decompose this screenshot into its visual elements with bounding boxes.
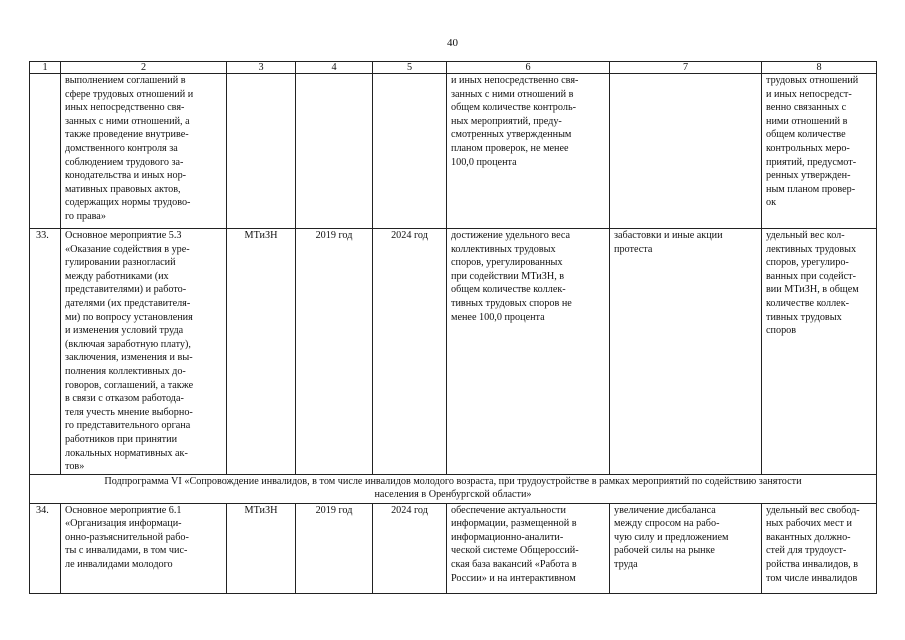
text-line: ройства инвалидов, в bbox=[766, 559, 859, 571]
indicator-link bbox=[762, 74, 877, 229]
text-line: ванных при содейст- bbox=[766, 270, 856, 282]
expected-result bbox=[447, 503, 610, 593]
text-line: и иных непосредст- bbox=[766, 88, 852, 100]
table-row-continuation bbox=[30, 74, 877, 229]
text-line: России» и на интерактивном bbox=[451, 572, 576, 584]
text-line: ных мероприятий, преду- bbox=[451, 115, 562, 127]
text-line: планом проверок, не менее bbox=[451, 142, 569, 154]
text-line: том числе инвалидов bbox=[766, 572, 858, 584]
text-line: мативных правовых актов, bbox=[65, 183, 181, 195]
text-line: обеспечение актуальности bbox=[451, 504, 566, 516]
text-line: полнения коллективных до- bbox=[65, 365, 186, 377]
start-year: 2019 год bbox=[296, 229, 373, 475]
header-cell: 5 bbox=[373, 62, 447, 74]
text-line: ок bbox=[766, 197, 777, 209]
text-line: ным планом провер- bbox=[766, 183, 856, 195]
text-line: вакантных должно- bbox=[766, 531, 851, 543]
text-line: дателями (их представителя- bbox=[65, 297, 191, 309]
end-year: 2024 год bbox=[373, 229, 447, 475]
text-line: онно-разъяснительной рабо- bbox=[65, 531, 189, 543]
text-line: менее 100,0 процента bbox=[451, 311, 545, 323]
text-line: ми) по вопросу установления bbox=[65, 311, 193, 323]
text-line: споров, урегулиро- bbox=[766, 257, 849, 269]
text-line: Подпрограмма VI «Сопровождение инвалидов, в том числе инвалидов молодого возраста, при трудоустройстве в рамках мероприятий по содействию занятости bbox=[104, 475, 802, 487]
text-line: количестве коллек- bbox=[766, 297, 850, 309]
page-number: 40 bbox=[447, 37, 458, 49]
subprogram-row bbox=[30, 474, 877, 503]
text-line: работников при принятии bbox=[65, 433, 178, 445]
end-year bbox=[373, 74, 447, 229]
text-line: иных непосредственно свя- bbox=[65, 102, 185, 114]
text-line: тивных трудовых споров не bbox=[451, 297, 572, 309]
header-cell: 1 bbox=[30, 62, 61, 74]
text-line: ческой системе Общероссий- bbox=[451, 545, 579, 557]
text-line: ле инвалидами молодого bbox=[65, 559, 173, 571]
start-year: 2019 год bbox=[296, 503, 373, 593]
text-line: в связи с отказом работода- bbox=[65, 393, 184, 405]
text-line: споров bbox=[766, 325, 797, 337]
text-line: локальных нормативных ак- bbox=[65, 447, 188, 459]
text-line: чую силу и предложением bbox=[614, 531, 729, 543]
text-line: стей для трудоуст- bbox=[766, 545, 847, 557]
text-line: соблюдением трудового за- bbox=[65, 156, 184, 168]
text-line: труда bbox=[614, 559, 638, 571]
text-line: и иных непосредственно свя- bbox=[451, 75, 579, 86]
text-line: тов» bbox=[65, 461, 85, 473]
table-row-34 bbox=[30, 503, 877, 593]
indicator-link bbox=[762, 503, 877, 593]
row-number: 34. bbox=[30, 503, 61, 593]
text-line: ская база вакансий «Работа в bbox=[451, 559, 577, 571]
text-line: увеличение дисбаланса bbox=[614, 504, 716, 516]
text-line: венно связанных с bbox=[766, 102, 847, 114]
text-line: го права» bbox=[65, 210, 106, 222]
text-line: удельный вес свобод- bbox=[766, 504, 860, 516]
executor: МТиЗН bbox=[227, 229, 296, 475]
text-line: говоров, соглашений, а также bbox=[65, 379, 194, 391]
text-line: занных с ними отношений в bbox=[451, 88, 574, 100]
start-year bbox=[296, 74, 373, 229]
text-line: конодательства и иных нор- bbox=[65, 170, 187, 182]
expected-result bbox=[447, 229, 610, 475]
header-cell: 2 bbox=[61, 62, 227, 74]
text-line: ных рабочих мест и bbox=[766, 518, 852, 530]
text-line: между спросом на рабо- bbox=[614, 518, 720, 530]
header-cell: 7 bbox=[610, 62, 762, 74]
text-line: «Организация информаци- bbox=[65, 518, 182, 530]
text-line: протеста bbox=[614, 243, 653, 255]
row-number bbox=[30, 74, 61, 229]
text-line: Основное мероприятие 6.1 bbox=[65, 504, 182, 516]
indicator-link bbox=[762, 229, 877, 475]
activity-text bbox=[61, 229, 227, 475]
text-line: домственного контроля за bbox=[65, 142, 178, 154]
risks bbox=[610, 229, 762, 475]
header-row bbox=[30, 62, 877, 74]
text-line: приятий, предусмот- bbox=[766, 156, 857, 168]
text-line: тивных трудовых bbox=[766, 311, 842, 323]
text-line: споров, урегулированных bbox=[451, 257, 563, 269]
text-line: забастовки и иные акции bbox=[614, 230, 723, 241]
end-year: 2024 год bbox=[373, 503, 447, 593]
text-line: содержащих нормы трудово- bbox=[65, 197, 191, 209]
risks bbox=[610, 74, 762, 229]
risks bbox=[610, 503, 762, 593]
text-line: выполнением соглашений в bbox=[65, 75, 186, 86]
text-line: гулировании разногласий bbox=[65, 257, 176, 269]
text-line: ренных утвержден- bbox=[766, 170, 851, 182]
text-line: общем количестве bbox=[766, 129, 846, 141]
text-line: смотренных утвержденным bbox=[451, 129, 572, 141]
text-line: представителями) и работо- bbox=[65, 284, 187, 296]
text-line: информации, размещенной в bbox=[451, 518, 577, 530]
row-number: 33. bbox=[30, 229, 61, 475]
activity-text bbox=[61, 74, 227, 229]
text-line: «Оказание содействия в уре- bbox=[65, 243, 190, 255]
text-line: Основное мероприятие 5.3 bbox=[65, 230, 182, 241]
header-cell: 3 bbox=[227, 62, 296, 74]
text-line: информационно-аналити- bbox=[451, 531, 564, 543]
header-cell: 8 bbox=[762, 62, 877, 74]
text-line: занных с ними отношений, а bbox=[65, 115, 190, 127]
text-line: также проведение внутриве- bbox=[65, 129, 189, 141]
text-line: достижение удельного веса bbox=[451, 230, 571, 241]
text-line: теля учесть мнение выборно- bbox=[65, 406, 193, 418]
header-cell: 4 bbox=[296, 62, 373, 74]
text-line: го представительного органа bbox=[65, 420, 191, 432]
table-row-33 bbox=[30, 229, 877, 475]
text-line: сфере трудовых отношений и bbox=[65, 88, 194, 100]
text-line: 100,0 процента bbox=[451, 156, 517, 168]
text-line: и изменения условий труда bbox=[65, 325, 184, 337]
text-line: общем количестве коллек- bbox=[451, 284, 566, 296]
text-line: при содействии МТиЗН, в bbox=[451, 270, 565, 282]
text-line: коллективных трудовых bbox=[451, 243, 556, 255]
text-line: между работниками (их bbox=[65, 270, 169, 282]
text-line: (включая заработную плату), bbox=[65, 338, 191, 350]
text-line: вии МТиЗН, в общем bbox=[766, 284, 859, 296]
header-cell: 6 bbox=[447, 62, 610, 74]
text-line: удельный вес кол- bbox=[766, 230, 845, 241]
measures-table bbox=[29, 61, 877, 594]
text-line: населения в Оренбургской области» bbox=[374, 489, 532, 501]
executor: МТиЗН bbox=[227, 503, 296, 593]
text-line: ты с инвалидами, в том чис- bbox=[65, 545, 188, 557]
text-line: лективных трудовых bbox=[766, 243, 857, 255]
text-line: ними отношений в bbox=[766, 115, 848, 127]
activity-text bbox=[61, 503, 227, 593]
text-line: рабочей силы на рынке bbox=[614, 545, 715, 557]
expected-result bbox=[447, 74, 610, 229]
text-line: заключения, изменения и вы- bbox=[65, 352, 193, 364]
text-line: контрольных меро- bbox=[766, 142, 850, 154]
subprogram-title bbox=[30, 474, 877, 503]
text-line: общем количестве контроль- bbox=[451, 102, 576, 114]
text-line: трудовых отношений bbox=[766, 75, 859, 86]
executor bbox=[227, 74, 296, 229]
